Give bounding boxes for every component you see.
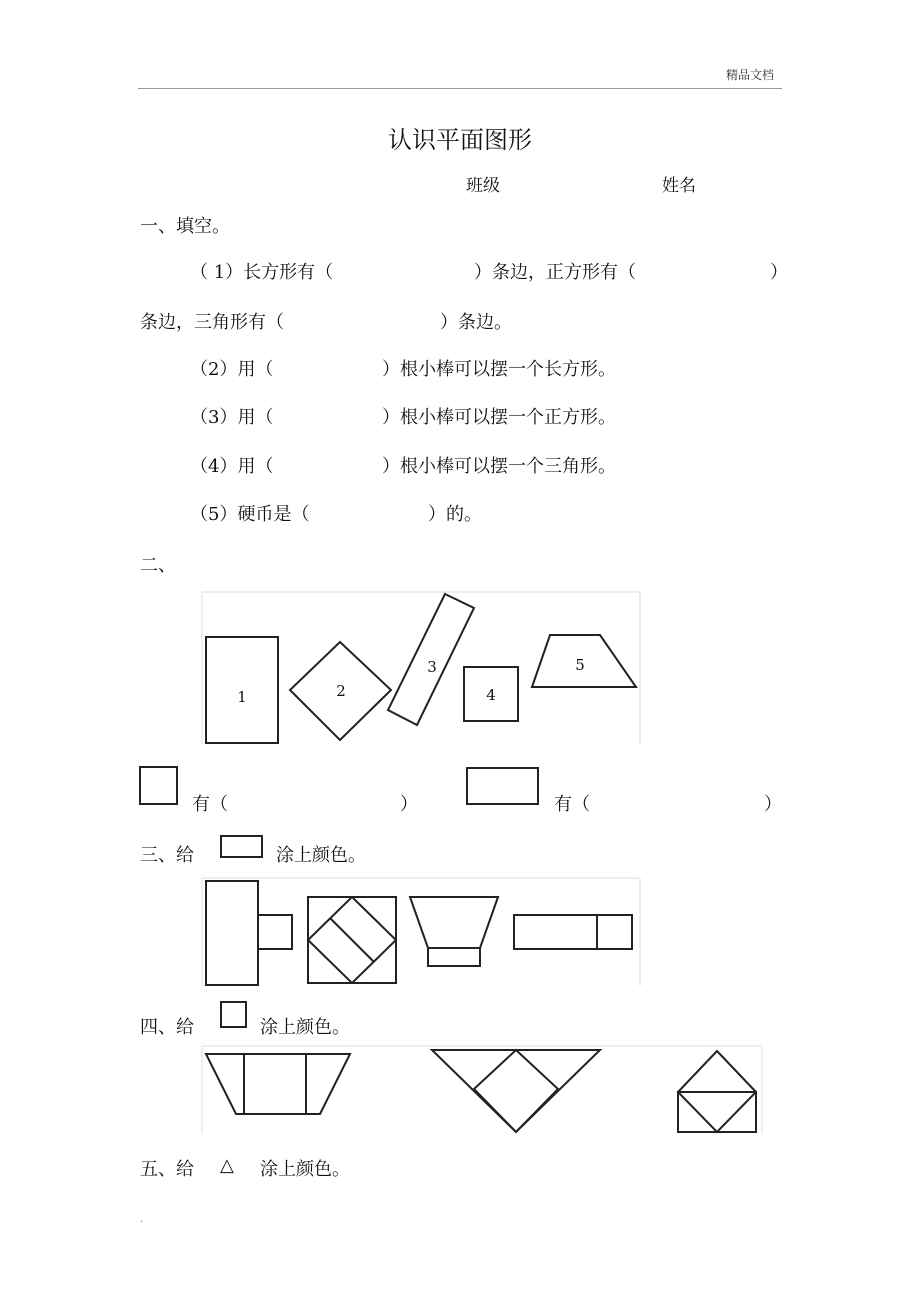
q3-a: （3）用（	[190, 407, 274, 428]
q4-a: （4）用（	[190, 456, 274, 477]
q2-a: （2）用（	[190, 359, 274, 380]
q1-line1-c: ）	[770, 262, 788, 283]
shape2-label: 2	[336, 682, 346, 700]
q1-line1-a: （ 1）长方形有（	[190, 262, 334, 283]
section3-suffix: 涂上颜色。	[276, 845, 366, 866]
rectangle-icon	[220, 835, 264, 859]
page-title: 认识平面图形	[388, 126, 532, 154]
name-label: 姓名	[662, 176, 696, 196]
section2-shapes-figure	[202, 592, 642, 747]
header-divider	[138, 88, 782, 89]
class-label: 班级	[466, 176, 500, 196]
triangle-icon: △	[220, 1155, 234, 1176]
rect-answer-open: 有（	[554, 794, 590, 815]
rectangle-icon	[466, 767, 540, 805]
shape1-label: 1	[237, 688, 247, 706]
shape5-label: 5	[575, 656, 585, 674]
q5-a: （5）硬币是（	[190, 504, 310, 525]
square-icon	[220, 1001, 248, 1029]
section4-suffix: 涂上颜色。	[260, 1017, 350, 1038]
q5-b: ）的。	[428, 504, 482, 525]
footer-dot: .	[140, 1214, 144, 1225]
shape3-label: 3	[427, 658, 437, 676]
shape4-label: 4	[486, 686, 496, 704]
section2-heading: 二、	[140, 555, 176, 576]
header-note: 精品文档	[726, 68, 775, 82]
section5-prefix: 五、给	[140, 1159, 194, 1180]
q1-line1-b: ）条边，正方形有（	[474, 262, 636, 283]
rect-answer-close: ）	[764, 794, 782, 815]
section3-prefix: 三、给	[140, 845, 194, 866]
section5-suffix: 涂上颜色。	[260, 1159, 350, 1180]
section4-shapes-figure	[202, 1046, 764, 1136]
square-answer-close: ）	[400, 794, 418, 815]
q4-b: ）根小棒可以摆一个三角形。	[382, 456, 616, 477]
q3-b: ）根小棒可以摆一个正方形。	[382, 407, 616, 428]
square-answer-open: 有（	[192, 794, 228, 815]
q1-line2-b: ）条边。	[440, 312, 512, 333]
section4-prefix: 四、给	[140, 1017, 194, 1038]
section1-heading: 一、填空。	[140, 216, 230, 237]
square-icon	[139, 766, 179, 806]
section3-shapes-figure	[202, 878, 642, 988]
q2-b: ）根小棒可以摆一个长方形。	[382, 359, 616, 380]
q1-line2-a: 条边，三角形有（	[140, 312, 284, 333]
